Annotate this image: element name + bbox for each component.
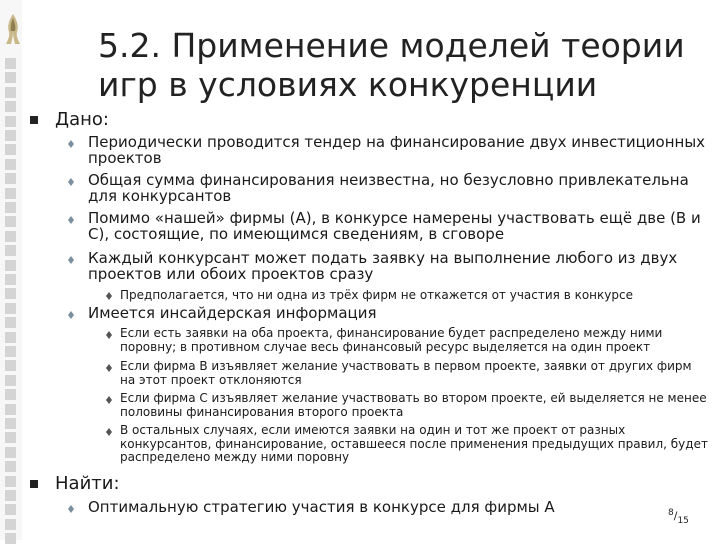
strip-square	[5, 130, 16, 141]
page-number: $^8/_{15}$	[668, 508, 689, 526]
strip-square	[5, 360, 16, 371]
page-total: 15	[677, 515, 689, 526]
strip-square	[5, 288, 16, 299]
diamond-bullet-icon	[68, 140, 74, 148]
strip-square	[5, 260, 16, 271]
page-current: 8	[668, 508, 674, 518]
strip-square	[5, 389, 16, 400]
strip-square	[5, 58, 16, 69]
diamond-bullet-icon	[68, 311, 74, 319]
given-item-3: Помимо «нашей» фирмы (A), в конкурсе намерены участвовать ещё две (B и C), состоящие, по имеющимся сведениям, в сговоре	[88, 209, 701, 243]
diamond-bullet-icon	[106, 396, 112, 404]
strip-square	[5, 173, 16, 184]
strip-square	[5, 303, 16, 314]
diamond-bullet-icon	[106, 364, 112, 372]
strip-square	[5, 375, 16, 386]
diamond-bullet-icon	[68, 178, 74, 186]
diamond-bullet-icon	[106, 292, 112, 300]
logo-icon	[3, 12, 23, 48]
strip-square	[5, 216, 16, 227]
insider-item-2: Если фирма B изъявляет желание участвовать в первом проекте, заявки от других фирм на этот проект отклоняются	[120, 359, 692, 387]
strip-square	[5, 202, 16, 213]
strip-square	[5, 432, 16, 443]
strip-square	[5, 519, 16, 530]
strip-square	[5, 346, 16, 357]
given-sub-note: Предполагается, что ни одна из трёх фирм не откажется от участия в конкурсе	[120, 288, 633, 302]
strip-square	[5, 504, 16, 515]
insider-item-4: В остальных случаях, если имеются заявки на один и тот же проект от разных конкурсантов, финансирование, оставшееся после применения предыдущих правил, будет распределено между ними поровну	[120, 423, 708, 464]
strip-square	[5, 101, 16, 112]
strip-square	[5, 476, 16, 487]
slide-title: 5.2. Применение моделей теории игр в условиях конкуренции	[98, 26, 685, 104]
strip-square	[5, 490, 16, 501]
insider-item-3: Если фирма C изъявляет желание участвовать во втором проекте, ей выделяется не менее половины финансирования второго проекта	[120, 391, 707, 419]
square-bullet-icon	[30, 480, 38, 488]
strip-square	[5, 87, 16, 98]
diamond-bullet-icon	[68, 505, 74, 513]
strip-square	[5, 188, 16, 199]
strip-square	[5, 144, 16, 155]
strip-square	[5, 116, 16, 127]
insider-item-1: Если есть заявки на оба проекта, финансирование будет распределено между ними поровну; в противном случае весь финансовый ресурс выделяется на один проект	[120, 326, 663, 354]
given-item-2: Общая сумма финансирования неизвестна, но безусловно привлекательна для конкурсантов	[88, 171, 689, 205]
find-item: Оптимальную стратегию участия в конкурсе для фирмы A	[88, 498, 555, 516]
given-label: Дано:	[55, 109, 109, 130]
given-item-4: Каждый конкурсант может подать заявку на выполнение любого из двух проектов или обоих проектов сразу	[88, 249, 678, 283]
strip-square	[5, 533, 16, 544]
square-bullet-icon	[30, 116, 38, 124]
strip-square	[5, 245, 16, 256]
decorative-side-strip	[0, 0, 22, 540]
diamond-bullet-icon	[106, 331, 112, 339]
strip-square	[5, 418, 16, 429]
strip-square	[5, 274, 16, 285]
diamond-bullet-icon	[68, 216, 74, 224]
strip-square	[5, 231, 16, 242]
given-item-1: Периодически проводится тендер на финансирование двух инвестиционных проектов	[88, 133, 706, 167]
diamond-bullet-icon	[68, 256, 74, 264]
strip-square	[5, 404, 16, 415]
strip-square	[5, 461, 16, 472]
strip-square	[5, 72, 16, 83]
insider-label: Имеется инсайдерская информация	[88, 304, 377, 322]
strip-square	[5, 447, 16, 458]
diamond-bullet-icon	[106, 428, 112, 436]
strip-square	[5, 332, 16, 343]
strip-square	[5, 317, 16, 328]
find-label: Найти:	[55, 473, 120, 494]
strip-square	[5, 159, 16, 170]
